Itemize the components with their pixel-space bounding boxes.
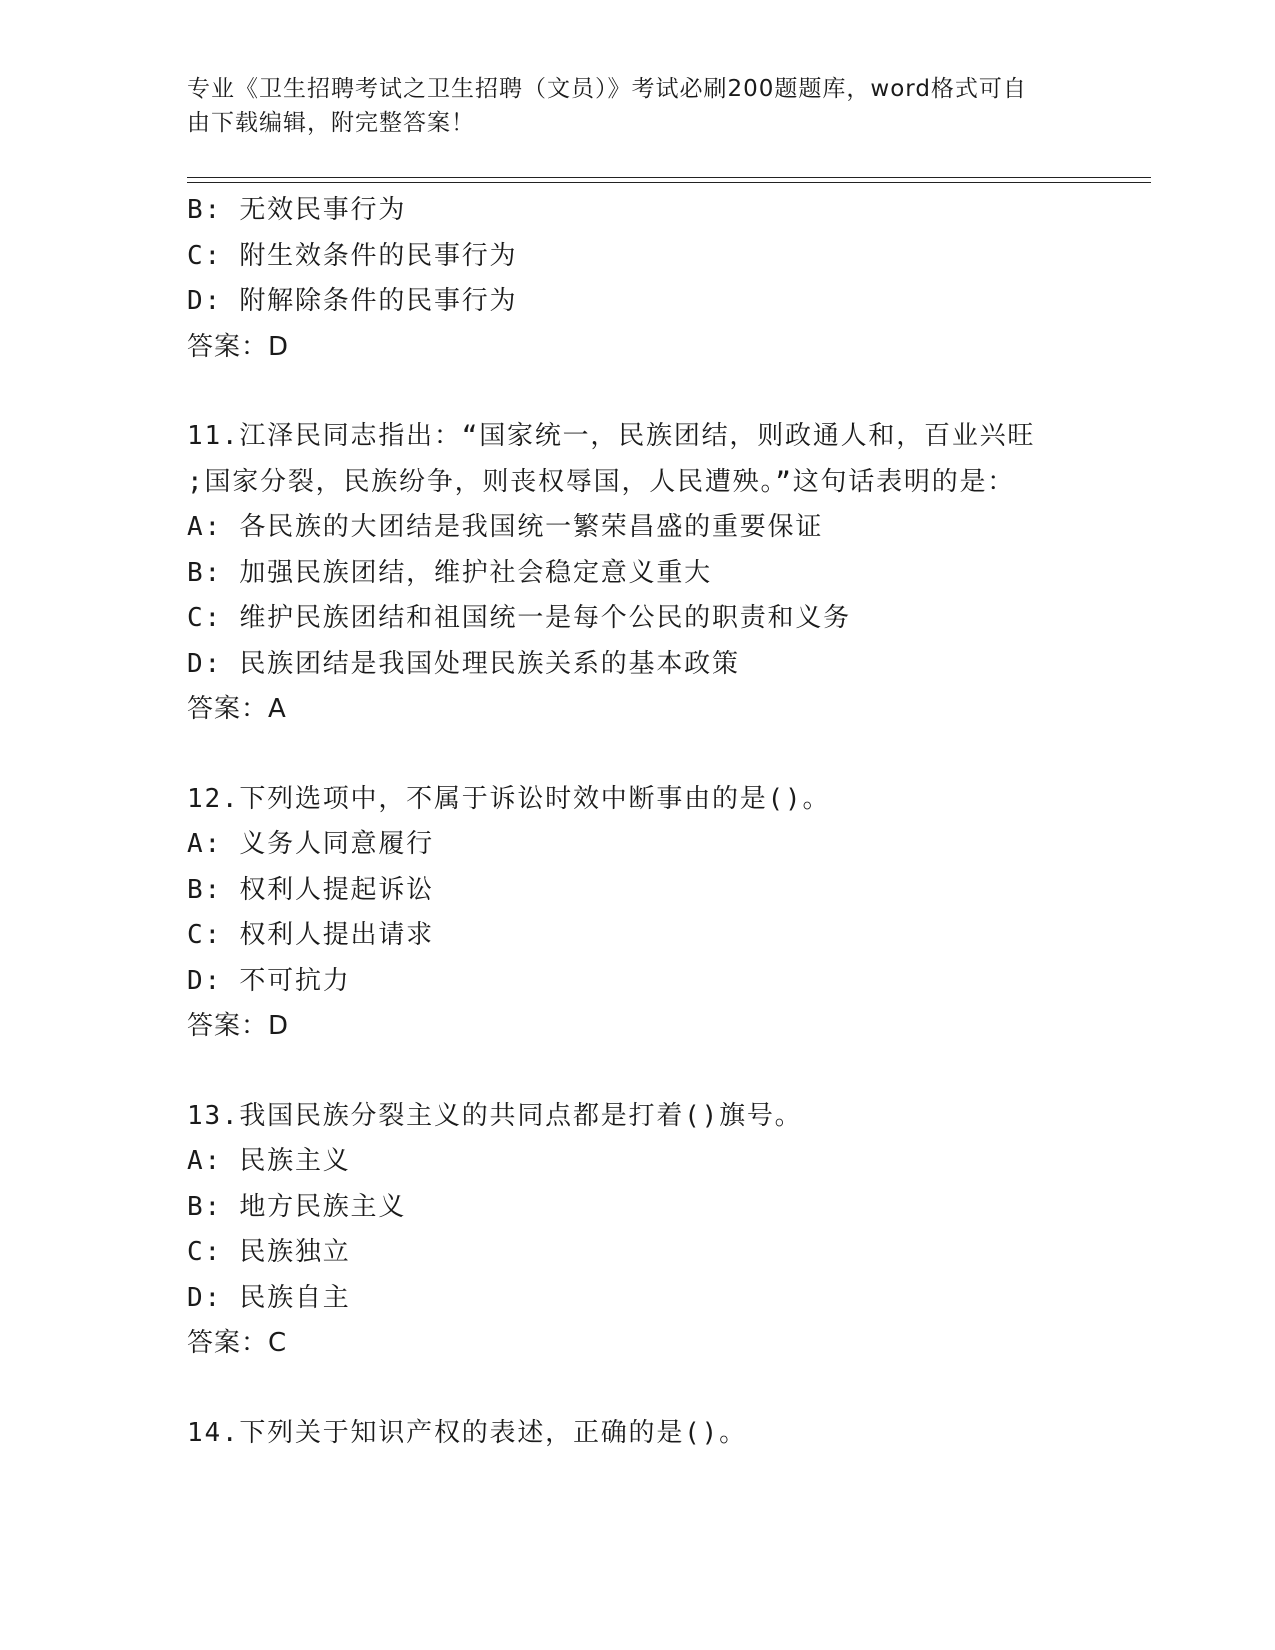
header-title-line1: 专业《卫生招聘考试之卫生招聘（文员）》考试必刷200题题库，word格式可自 <box>187 76 1027 102</box>
header-divider-top <box>187 177 1151 178</box>
question-10-continued <box>187 188 1147 370</box>
answer-line: 答案：D <box>187 331 290 362</box>
answer-line: 答案：D <box>187 1011 290 1041</box>
option-a: A: 民族主义 <box>187 1146 351 1176</box>
header-divider-bottom <box>187 182 1151 183</box>
option-b: B: 权利人提起诉讼 <box>187 874 434 905</box>
option-c: C: 附生效条件的民事行为 <box>187 240 518 271</box>
question-stem-line2: ;国家分裂，民族纷争，则丧权辱国，人民遭殃。”这句话表明的是： <box>187 466 1016 497</box>
option-c: C: 维护民族团结和祖国统一是每个公民的职责和义务 <box>187 603 851 633</box>
option-d: D: 民族自主 <box>187 1282 351 1313</box>
option-c: C: 权利人提出请求 <box>187 920 434 950</box>
option-a: A: 各民族的大团结是我国统一繁荣昌盛的重要保证 <box>187 512 824 542</box>
option-c: C: 民族独立 <box>187 1237 351 1267</box>
answer-line: 答案：C <box>187 1328 288 1358</box>
question-stem-line1: 12.下列选项中，不属于诉讼时效中断事由的是()。 <box>187 783 831 814</box>
question-11 <box>187 414 1147 733</box>
option-b: B: 无效民事行为 <box>187 195 407 225</box>
question-stem-line1: 13.我国民族分裂主义的共同点都是打着()旗号。 <box>187 1100 803 1131</box>
answer-line: 答案：A <box>187 694 287 724</box>
question-stem-line1: 14.下列关于知识产权的表述，正确的是()。 <box>187 1417 747 1448</box>
option-a: A: 义务人同意履行 <box>187 829 434 859</box>
question-14 <box>187 1411 1147 1457</box>
question-list <box>187 188 1147 1456</box>
question-stem-line1: 11.江泽民同志指出：“国家统一，民族团结，则政通人和，百业兴旺 <box>187 421 1036 451</box>
option-d: D: 民族团结是我国处理民族关系的基本政策 <box>187 648 740 679</box>
document-header <box>187 72 1067 140</box>
header-title-line2: 由下载编辑，附完整答案！ <box>187 110 475 136</box>
option-b: B: 加强民族团结，维护社会稳定意义重大 <box>187 557 712 588</box>
option-d: D: 不可抗力 <box>187 965 351 996</box>
question-13 <box>187 1094 1147 1367</box>
question-12 <box>187 777 1147 1050</box>
option-b: B: 地方民族主义 <box>187 1191 407 1222</box>
option-d: D: 附解除条件的民事行为 <box>187 286 518 316</box>
